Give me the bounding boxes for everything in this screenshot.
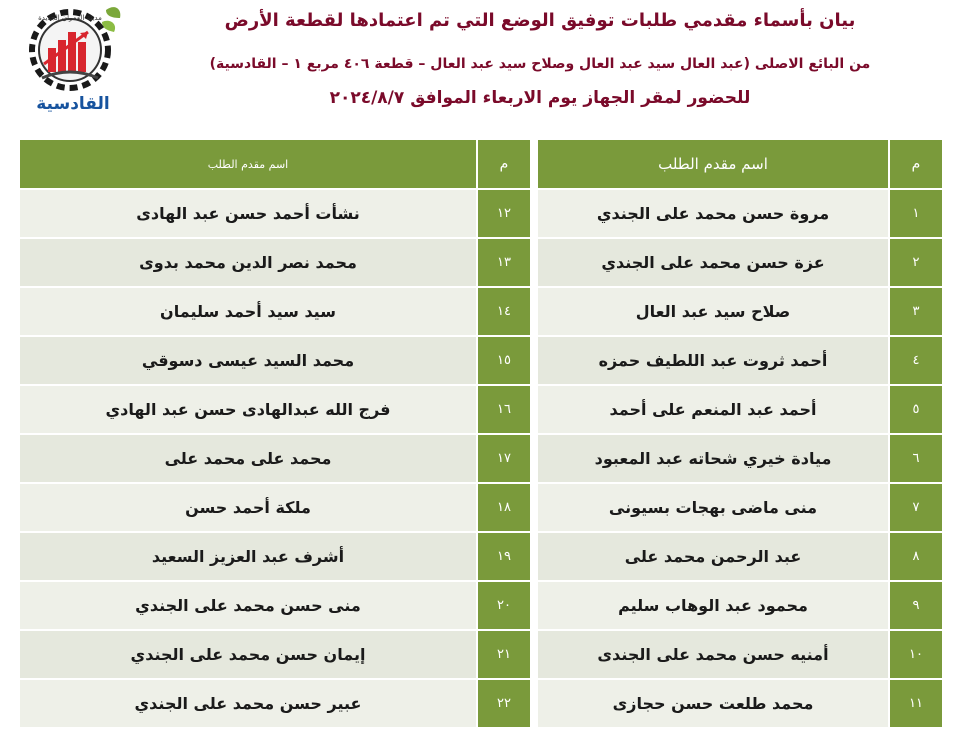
left-row-name: إيمان حسن محمد على الجندي — [19, 630, 477, 679]
table-row — [19, 336, 943, 385]
left-row-name: أشرف عبد العزيز السعيد — [19, 532, 477, 581]
right-row-name: محمود عبد الوهاب سليم — [537, 581, 889, 630]
table-row — [19, 189, 943, 238]
right-row-number: ٥ — [889, 385, 943, 434]
left-row-name: ملكة أحمد حسن — [19, 483, 477, 532]
right-row-number: ٤ — [889, 336, 943, 385]
table-header-row — [19, 139, 943, 189]
right-row-name: مروة حسن محمد على الجندي — [537, 189, 889, 238]
svg-text:مدينة العمران الجديدة: مدينة العمران الجديدة — [38, 14, 102, 22]
left-row-name: محمد على محمد على — [19, 434, 477, 483]
row-gap — [531, 581, 537, 630]
left-row-name: عبير حسن محمد على الجندي — [19, 679, 477, 728]
left-row-name: سيد سيد أحمد سليمان — [19, 287, 477, 336]
left-row-name: محمد نصر الدين محمد بدوى — [19, 238, 477, 287]
row-gap — [531, 434, 537, 483]
row-gap — [531, 630, 537, 679]
right-row-number: ٨ — [889, 532, 943, 581]
left-row-number: ١٧ — [477, 434, 531, 483]
column-header-num-right: م — [889, 139, 943, 189]
right-row-number: ٩ — [889, 581, 943, 630]
table-row — [19, 238, 943, 287]
left-row-number: ٢١ — [477, 630, 531, 679]
logo-label: القادسية — [36, 94, 110, 114]
table-row — [19, 630, 943, 679]
left-row-number: ١٣ — [477, 238, 531, 287]
left-row-number: ٢٢ — [477, 679, 531, 728]
right-row-number: ٧ — [889, 483, 943, 532]
left-row-number: ١٥ — [477, 336, 531, 385]
right-row-number: ١١ — [889, 679, 943, 728]
left-row-number: ٢٠ — [477, 581, 531, 630]
table-row — [19, 679, 943, 728]
right-row-number: ٣ — [889, 287, 943, 336]
row-gap — [531, 532, 537, 581]
table-row — [19, 434, 943, 483]
qadisiyah-logo — [18, 2, 128, 120]
seller-subtitle: من البائع الاصلى (عبد العال سيد عبد العال وصلاح سيد عبد العال – قطعة ٤٠٦ مربع ١ – القادسية) — [209, 56, 871, 72]
left-row-name: نشأت أحمد حسن عبد الهادى — [19, 189, 477, 238]
right-row-name: أحمد ثروت عبد اللطيف حمزه — [537, 336, 889, 385]
right-row-number: ١٠ — [889, 630, 943, 679]
column-header-name-right: اسم مقدم الطلب — [537, 139, 889, 189]
left-row-name: محمد السيد عيسى دسوقي — [19, 336, 477, 385]
left-row-number: ١٢ — [477, 189, 531, 238]
left-row-number: ١٩ — [477, 532, 531, 581]
column-gap — [531, 139, 537, 189]
right-row-name: صلاح سيد عبد العال — [537, 287, 889, 336]
left-row-number: ١٨ — [477, 483, 531, 532]
applicants-table — [18, 138, 944, 729]
right-row-name: عبد الرحمن محمد على — [537, 532, 889, 581]
right-row-name: أحمد عبد المنعم على أحمد — [537, 385, 889, 434]
row-gap — [531, 287, 537, 336]
row-gap — [531, 385, 537, 434]
table-row — [19, 483, 943, 532]
right-row-name: ميادة خيري شحاته عبد المعبود — [537, 434, 889, 483]
table-row — [19, 532, 943, 581]
right-row-name: محمد طلعت حسن حجازى — [537, 679, 889, 728]
left-row-name: فرج الله عبدالهادى حسن عبد الهادي — [19, 385, 477, 434]
row-gap — [531, 679, 537, 728]
right-row-number: ١ — [889, 189, 943, 238]
attendance-note: للحضور لمقر الجهاز يوم الاربعاء الموافق ٢٠٢٤/٨/٧ — [329, 88, 751, 108]
right-row-number: ٢ — [889, 238, 943, 287]
right-row-name: منى ماضى بهجات بسيونى — [537, 483, 889, 532]
table-row — [19, 385, 943, 434]
row-gap — [531, 483, 537, 532]
right-row-name: أمنيه حسن محمد على الجندى — [537, 630, 889, 679]
table-row — [19, 581, 943, 630]
row-gap — [531, 238, 537, 287]
table-body — [19, 189, 943, 728]
right-row-name: عزة حسن محمد على الجندي — [537, 238, 889, 287]
table-row — [19, 287, 943, 336]
left-row-number: ١٤ — [477, 287, 531, 336]
column-header-num-left: م — [477, 139, 531, 189]
logo-emblem-icon — [18, 2, 128, 94]
column-header-name-left: اسم مقدم الطلب — [19, 139, 477, 189]
page-title: بيان بأسماء مقدمي طلبات توفيق الوضع التي تم اعتمادها لقطعة الأرض — [224, 10, 856, 31]
row-gap — [531, 189, 537, 238]
right-row-number: ٦ — [889, 434, 943, 483]
left-row-name: منى حسن محمد على الجندي — [19, 581, 477, 630]
left-row-number: ١٦ — [477, 385, 531, 434]
row-gap — [531, 336, 537, 385]
